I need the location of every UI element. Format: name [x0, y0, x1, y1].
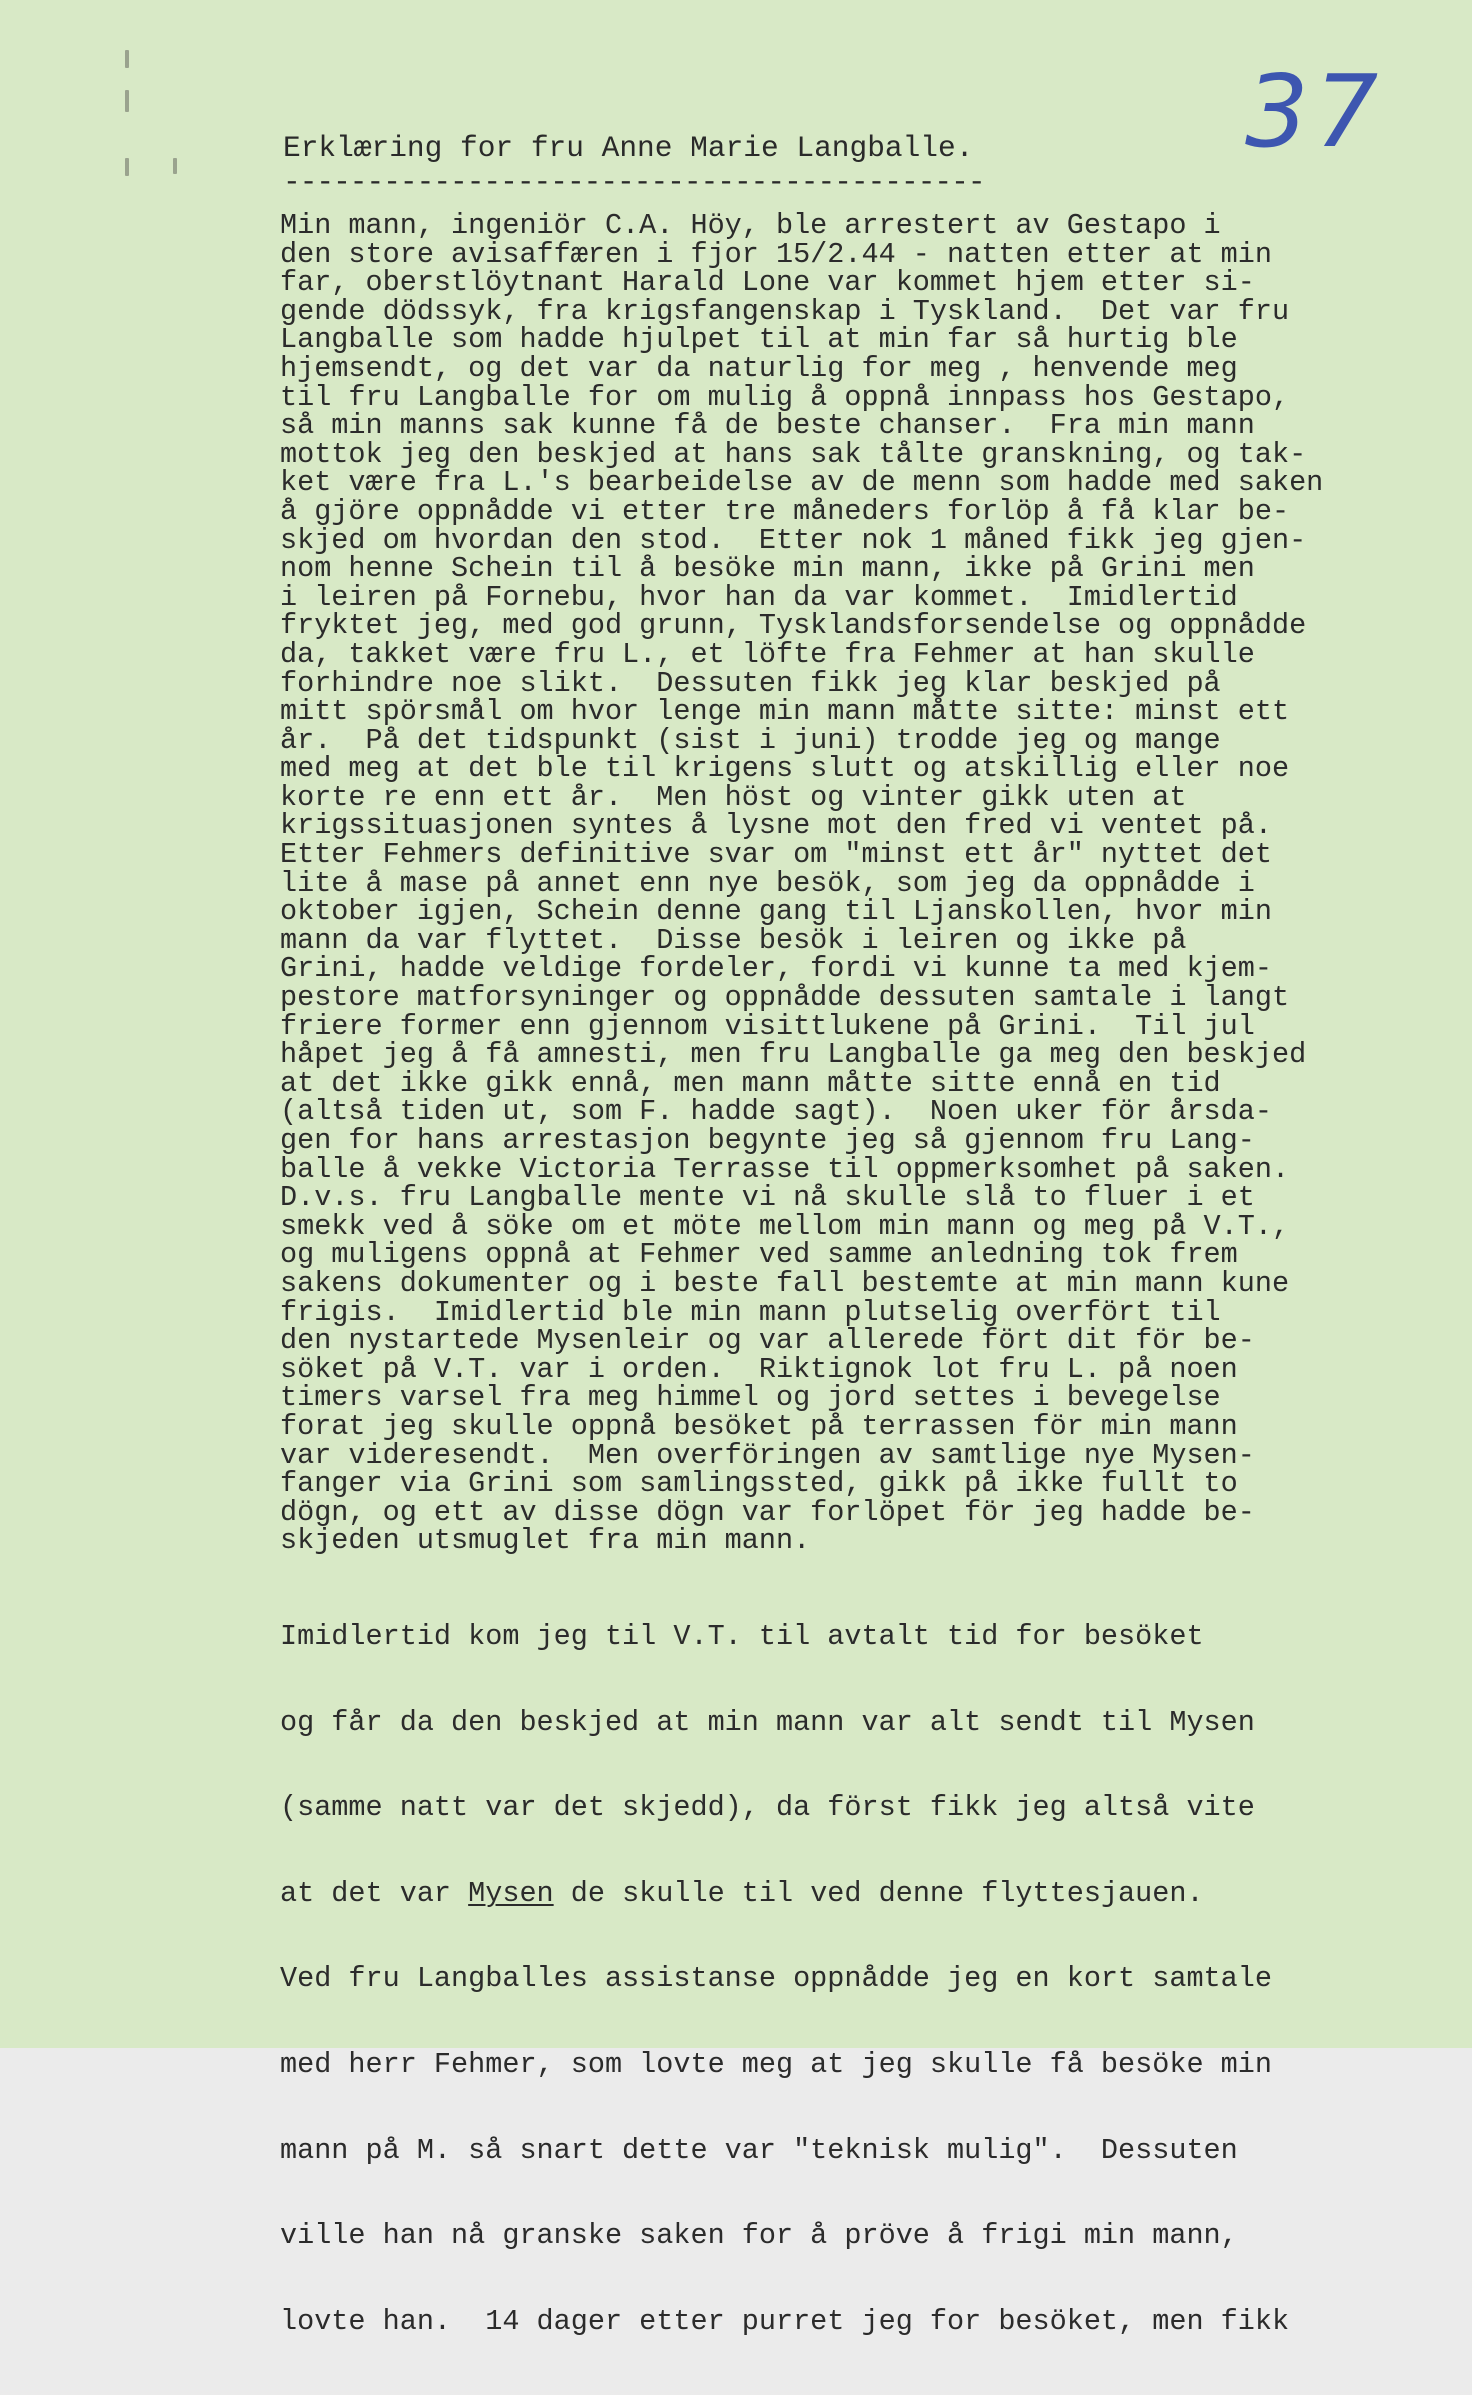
text-line: skjeden utsmuglet fra min mann. — [280, 1524, 811, 1558]
text-line: sakens dokumenter og i beste fall bestemte at min mann kune — [280, 1266, 1290, 1300]
text-line: fanger via Grini som samlingssted, gikk på ikke fullt to — [280, 1467, 1238, 1501]
text-line: Grini, hadde veldige fordeler, fordi vi kunne ta med kjem- — [280, 952, 1272, 986]
text-line: frigis. Imidlertid ble min mann plutselig overfört til — [280, 1295, 1221, 1329]
text-line: å gjöre oppnådde vi etter tre måneders forlöp å få klar be- — [280, 494, 1290, 528]
text-line: krigssituasjonen syntes å lysne mot den fred vi ventet på. — [280, 809, 1272, 843]
handwritten-page-number: 37 — [1245, 53, 1385, 170]
text-line: forhindre noe slikt. Dessuten fikk jeg klar beskjed på — [280, 666, 1221, 700]
text-line: friere former enn gjennom visittlukene på Grini. Til jul — [280, 1009, 1255, 1043]
text-line: D.v.s. fru Langballe mente vi nå skulle slå to fluer i et — [280, 1181, 1255, 1215]
text-line: mann da var flyttet. Disse besök i leiren og ikke på — [280, 923, 1187, 957]
text-line: hjemsendt, og det var da naturlig for meg , henvende meg — [280, 351, 1238, 385]
text-line: fryktet jeg, med god grunn, Tysklandsforsendelse og oppnådde — [280, 609, 1307, 643]
margin-mark — [125, 158, 129, 176]
text-line: mottok jeg den beskjed at hans sak tålte granskning, og tak- — [280, 437, 1307, 471]
text-line: mann på M. så snart dette var "teknisk mulig". Dessuten — [280, 2133, 1238, 2167]
underlined-word: Mysen — [468, 1876, 554, 1910]
text-line: år. På det tidspunkt (sist i juni) trodde jeg og mange — [280, 723, 1221, 757]
text-line: og får da den beskjed at min mann var alt sendt til Mysen — [280, 1705, 1255, 1739]
text-line: med meg at det ble til krigens slutt og atskillig eller noe — [280, 752, 1290, 786]
text-line: skjed om hvordan den stod. Etter nok 1 måned fikk jeg gjen- — [280, 523, 1307, 557]
text-line: og muligens oppnå at Fehmer ved samme anledning tok frem — [280, 1238, 1238, 1272]
text-line: forat jeg skulle oppnå besöket på terrassen för min mann — [280, 1409, 1238, 1443]
text-line: den nystartede Mysenleir og var allerede fört dit för be- — [280, 1324, 1255, 1358]
text-line — [280, 1876, 1450, 1910]
text-line: timers varsel fra meg himmel og jord settes i bevegelse — [280, 1381, 1221, 1415]
text-line: far, oberstlöytnant Harald Lone var kommet hjem etter si- — [280, 266, 1255, 300]
text-line: lovte han. 14 dager etter purret jeg for besöket, men fikk — [280, 2304, 1290, 2338]
text-line: gen for hans arrestasjon begynte jeg så gjennom fru Lang- — [280, 1124, 1255, 1157]
text-line: da, takket være fru L., et löfte fra Fehmer at han skulle — [280, 637, 1255, 671]
text-line: Imidlertid kom jeg til V.T. til avtalt tid for besöket — [280, 1620, 1204, 1653]
text-line: så min manns sak kunne få de beste chanser. Fra min mann — [280, 409, 1255, 443]
text-line: den store avisaffæren i fjor 15/2.44 - natten etter at min — [280, 237, 1272, 271]
title-underline: ------------------------------------------ — [283, 165, 985, 199]
paragraph-2 — [280, 1566, 1450, 2393]
text-line: Ved fru Langballes assistanse oppnådde jeg en kort samtale — [280, 1962, 1272, 1996]
text-line: (altså tiden ut, som F. hadde sagt). Noen uker för årsda- — [280, 1095, 1272, 1129]
text-segment: de skulle til ved denne flyttesjauen. — [553, 1876, 1204, 1910]
text-line: ville han nå granske saken for å pröve å frigi min mann, — [280, 2219, 1238, 2253]
text-line: med herr Fehmer, som lovte meg at jeg skulle få besöke min — [280, 2047, 1272, 2081]
text-line: gende dödssyk, fra krigsfangenskap i Tyskland. Det var fru — [280, 294, 1290, 328]
text-line: balle å vekke Victoria Terrasse til oppmerksomhet på saken. — [280, 1152, 1290, 1186]
text-line: ket være fra L.'s bearbeidelse av de menn som hadde med saken — [280, 466, 1324, 500]
text-line: smekk ved å söke om et möte mellom min mann og meg på V.T., — [280, 1209, 1290, 1243]
text-line: Etter Fehmers definitive svar om "minst ett år" nyttet det — [280, 838, 1272, 872]
margin-mark — [125, 90, 129, 112]
text-line: var videresendt. Men overföringen av samtlige nye Mysen- — [280, 1438, 1255, 1472]
text-line: at det ikke gikk ennå, men mann måtte sitte ennå en tid — [280, 1066, 1221, 1100]
text-line: lite å mase på annet enn nye besök, som jeg da oppnådde i — [280, 866, 1255, 900]
text-line: söket på V.T. var i orden. Riktignok lot fru L. på noen — [280, 1352, 1238, 1386]
text-segment: at det var — [280, 1876, 469, 1910]
text-line: Min mann, ingeniör C.A. Höy, ble arrestert av Gestapo i — [280, 209, 1221, 242]
text-line: til fru Langballe for om mulig å oppnå innpass hos Gestapo, — [280, 380, 1290, 414]
text-line: dögn, og ett av disse dögn var forlöpet för jeg hadde be- — [280, 1495, 1255, 1529]
text-line: pestore matforsyninger og oppnådde dessuten samtale i langt — [280, 981, 1290, 1015]
text-line: Langballe som hadde hjulpet til at min far så hurtig ble — [280, 323, 1238, 357]
text-line: mitt spörsmål om hvor lenge min mann måtte sitte: minst ett — [280, 695, 1290, 729]
text-line: nom henne Schein til å besöke min mann, ikke på Grini men — [280, 552, 1255, 586]
margin-mark — [173, 158, 177, 174]
text-line: i leiren på Fornebu, hvor han da var kommet. Imidlertid — [280, 580, 1238, 614]
text-line: oktober igjen, Schein denne gang til Ljanskollen, hvor min — [280, 895, 1272, 929]
text-line: (samme natt var det skjedd), da först fikk jeg altså vite — [280, 1791, 1255, 1825]
margin-mark — [125, 50, 129, 68]
text-line: håpet jeg å få amnesti, men fru Langballe ga meg den beskjed — [280, 1038, 1307, 1072]
paragraph-1 — [280, 209, 1450, 1558]
text-line: korte re enn ett år. Men höst og vinter gikk uten at — [280, 780, 1187, 814]
document-title: Erklæring for fru Anne Marie Langballe. — [283, 131, 974, 165]
